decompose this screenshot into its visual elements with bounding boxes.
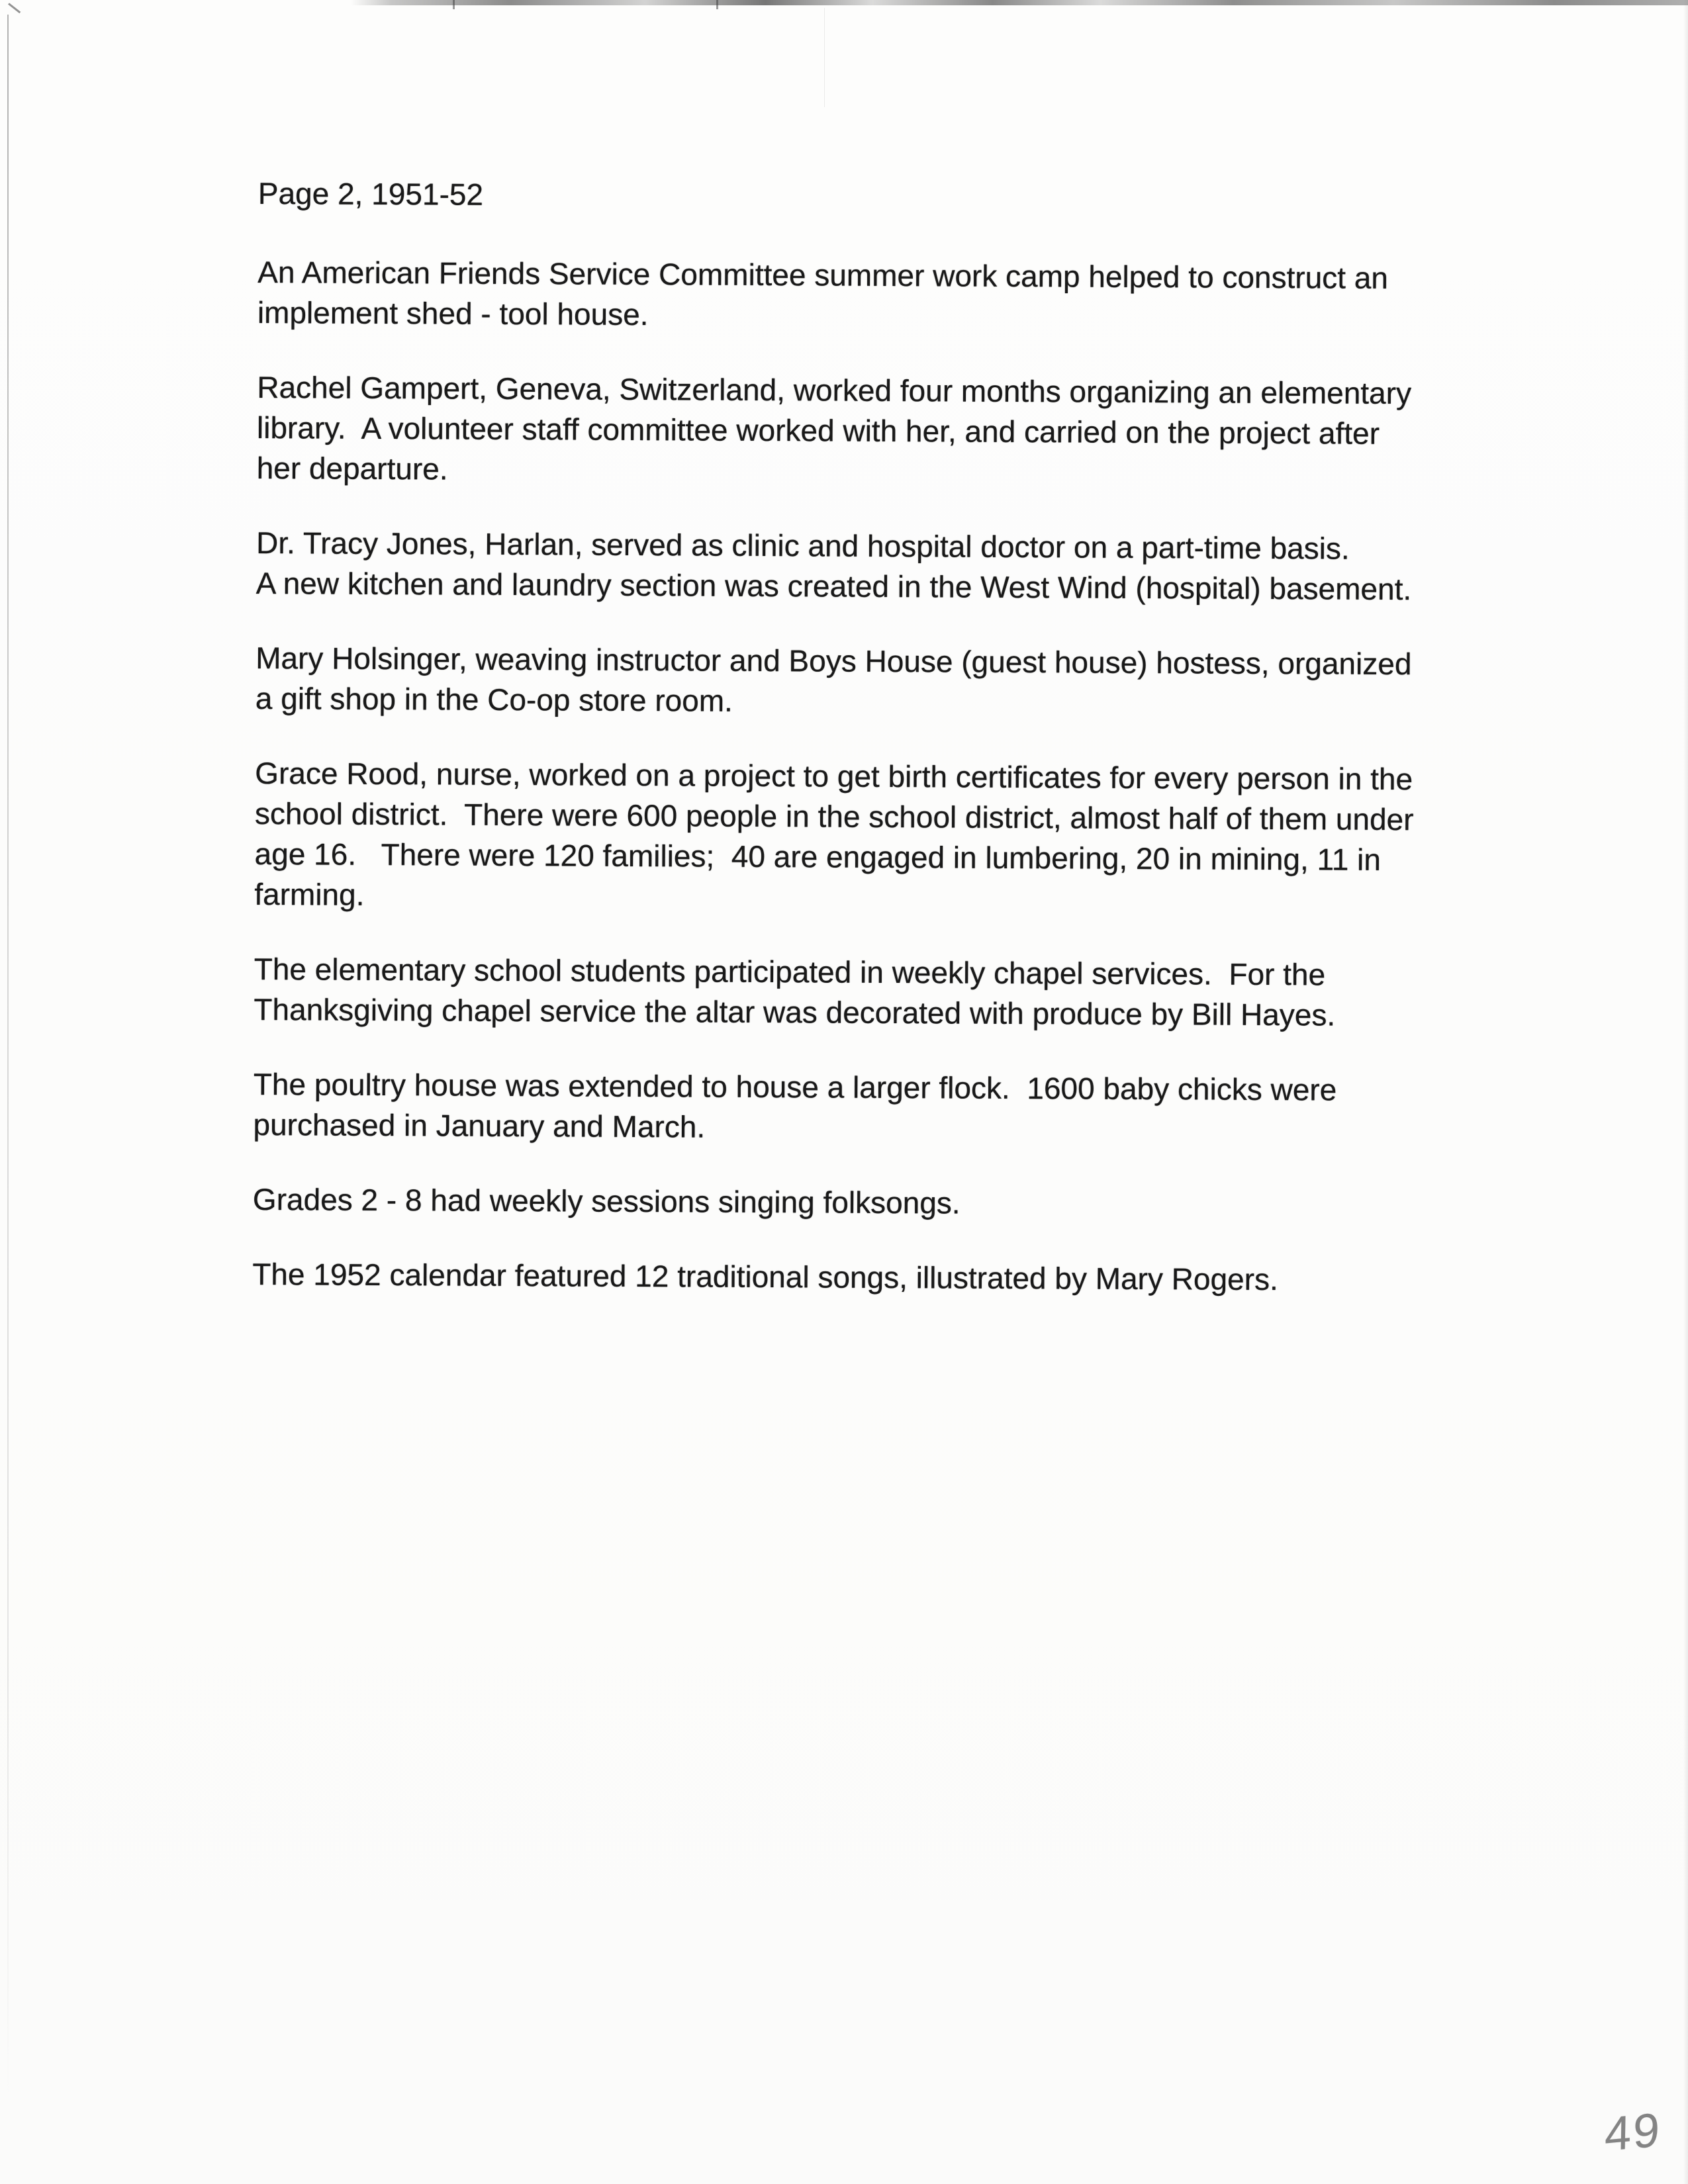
- text-line: Grace Rood, nurse, worked on a project to get birth certificates for every person in the: [255, 755, 1413, 797]
- scanner-corner-mark: [8, 3, 21, 13]
- text-line: her departure.: [256, 450, 448, 486]
- paragraph-work-camp: [258, 252, 1575, 340]
- text-line: school district. There were 600 people in the school district, almost half of them under: [254, 796, 1414, 837]
- handwritten-page-number: 49: [1604, 2103, 1662, 2161]
- text-line: Rachel Gampert, Geneva, Switzerland, worked four months organizing an elementary: [257, 369, 1412, 411]
- paragraph-rachel-gampert: [257, 367, 1575, 495]
- typed-text-block: [252, 173, 1575, 1336]
- paragraph-poultry-house: [253, 1064, 1571, 1152]
- paragraph-mary-holsinger: [256, 638, 1573, 725]
- text-line: Mary Holsinger, weaving instructor and Boys House (guest house) hostess, organized: [256, 640, 1412, 682]
- paragraph-folksongs: [253, 1179, 1570, 1226]
- text-line: a gift shop in the Co-op store room.: [255, 680, 733, 718]
- scanner-edge-tick: [716, 0, 718, 9]
- scanner-streak: [824, 8, 825, 107]
- text-line: implement shed - tool house.: [257, 295, 649, 332]
- scanner-top-edge-band: [351, 0, 1688, 5]
- text-line: An American Friends Service Committee summer work camp helped to construct an: [258, 254, 1389, 295]
- text-line: age 16. There were 120 families; 40 are engaged in lumbering, 20 in mining, 11 in: [254, 836, 1382, 877]
- text-line: A new kitchen and laundry section was created in the West Wind (hospital) basement.: [256, 565, 1412, 607]
- scanner-edge-tick: [453, 0, 455, 9]
- text-line: The poultry house was extended to house a larger flock. 1600 baby chicks were: [253, 1066, 1337, 1107]
- text-line: The 1952 calendar featured 12 traditional songs, illustrated by Mary Rogers.: [252, 1256, 1278, 1297]
- text-line: Thanksgiving chapel service the altar was decorated with produce by Bill Hayes.: [254, 991, 1336, 1032]
- paragraph-dr-tracy-jones: [256, 523, 1574, 610]
- scanner-right-edge-streak: [1683, 0, 1688, 2184]
- text-line: The elementary school students participated in weekly chapel services. For the: [254, 951, 1326, 992]
- paragraph-chapel-services: [254, 949, 1571, 1036]
- text-line: purchased in January and March.: [253, 1107, 706, 1144]
- text-line: farming.: [254, 876, 365, 912]
- page-title: Page 2, 1951-52: [258, 175, 484, 212]
- paragraph-grace-rood: [254, 753, 1572, 921]
- scanner-left-edge-line: [7, 15, 9, 2098]
- text-line: Dr. Tracy Jones, Harlan, served as clinic and hospital doctor on a part-time basis.: [256, 525, 1350, 566]
- text-line: Grades 2 - 8 had weekly sessions singing folksongs.: [252, 1181, 961, 1220]
- paragraph-1952-calendar: [252, 1254, 1570, 1301]
- text-line: library. A volunteer staff committee worked with her, and carried on the project after: [256, 410, 1380, 451]
